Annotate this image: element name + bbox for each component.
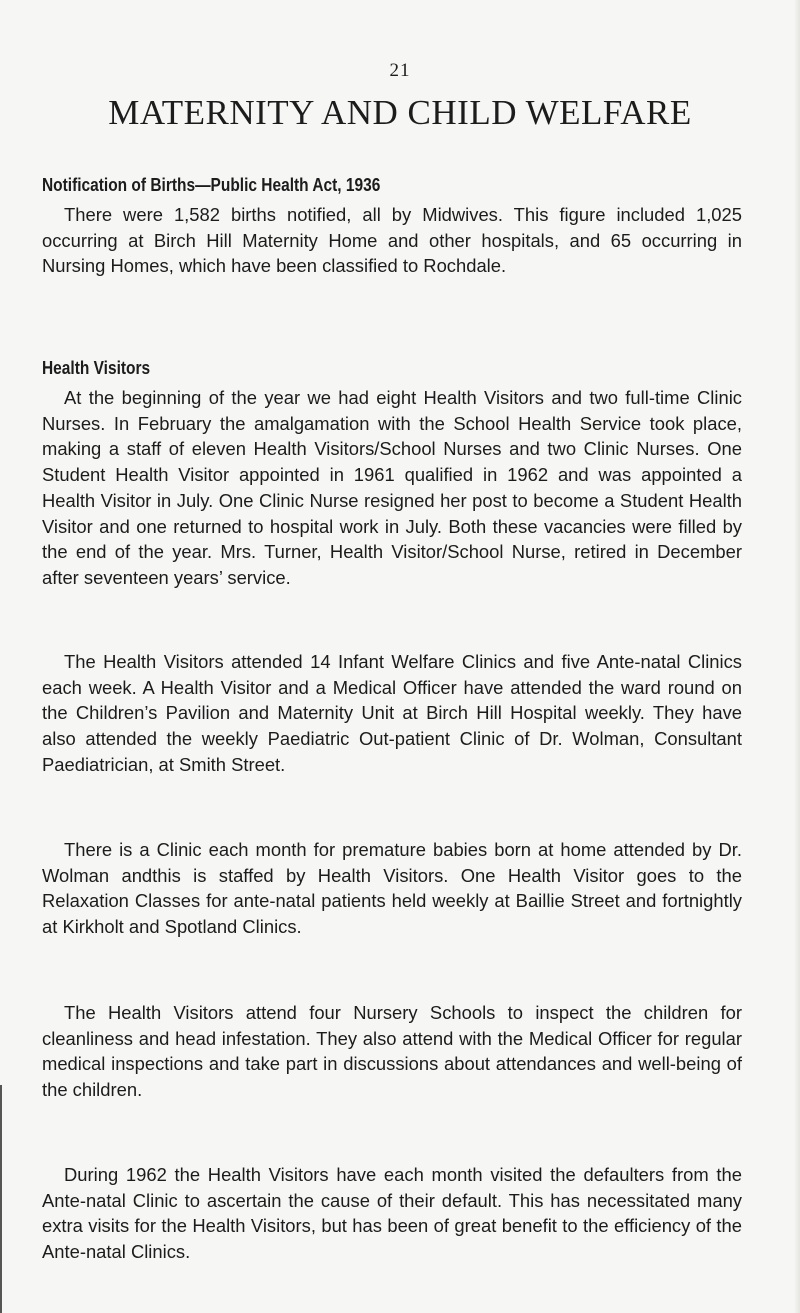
paragraph-health-visitors-staffing: At the beginning of the year we had eight Health Visitors and two full-time Clinic Nurses. In February the amalgamation with the School Health Service took place, making a staff of eleven Health Visitors/School Nurses and two Clinic Nurses. One Student Health Visitor appointed in 1961 qualified in 1962 and was appointed a Health Visitor in July. One Clinic Nurse resigned her post to become a Student Health Visitor and one returned to hospital work in July. Both these vacancies were filled by the end of the year. Mrs. Turner, Health Visitor/School Nurse, retired in December after seventeen years’ service. [42, 387, 742, 588]
scan-left-edge [0, 1085, 2, 1313]
paragraph-ante-natal-defaulters: During 1962 the Health Visitors have each month visited the defaulters from the Ante-natal Clinic to ascertain the cause of their default. This has necessitated many extra visits for the Health Visitors, but has been of great benefit to the efficiency of the Ante-natal Clinics. [42, 1164, 742, 1263]
page-title: MATERNITY AND CHILD WELFARE [108, 93, 692, 132]
paragraph-nursery-schools: The Health Visitors attend four Nursery Schools to inspect the children for cleanliness and head infestation. They also attend with the Medical Officer for regular medical inspections and take part in discussions about attendances and well-being of the children. [42, 1002, 742, 1101]
scan-right-edge [794, 0, 800, 1313]
paragraph-births-notified: There were 1,582 births notified, all by Midwives. This figure included 1,025 occurring at Birch Hill Maternity Home and other hospitals, and 65 occurring in Nursing Homes, which have been classified to Rochdale. [42, 204, 742, 277]
paragraph-premature-babies-clinic: There is a Clinic each month for premature babies born at home attended by Dr. Wolman andthis is staffed by Health Visitors. One Health Visitor goes to the Relaxation Classes for ante-natal patients held weekly at Baillie Street and fortnightly at Kirkholt and Spotland Clinics. [42, 839, 742, 938]
section-heading-notification-of-births: Notification of Births—Public Health Act, 1936 [42, 175, 381, 195]
paragraph-clinics-attended: The Health Visitors attended 14 Infant Welfare Clinics and five Ante-natal Clinics each week. A Health Visitor and a Medical Officer have attended the ward round on the Children’s Pavilion and Maternity Unit at Birch Hill Hospital weekly. They have also attended the weekly Paediatric Out-patient Clinic of Dr. Wolman, Consultant Paediatrician, at Smith Street. [42, 651, 742, 775]
page-number: 21 [389, 60, 411, 81]
section-heading-health-visitors: Health Visitors [42, 358, 151, 378]
